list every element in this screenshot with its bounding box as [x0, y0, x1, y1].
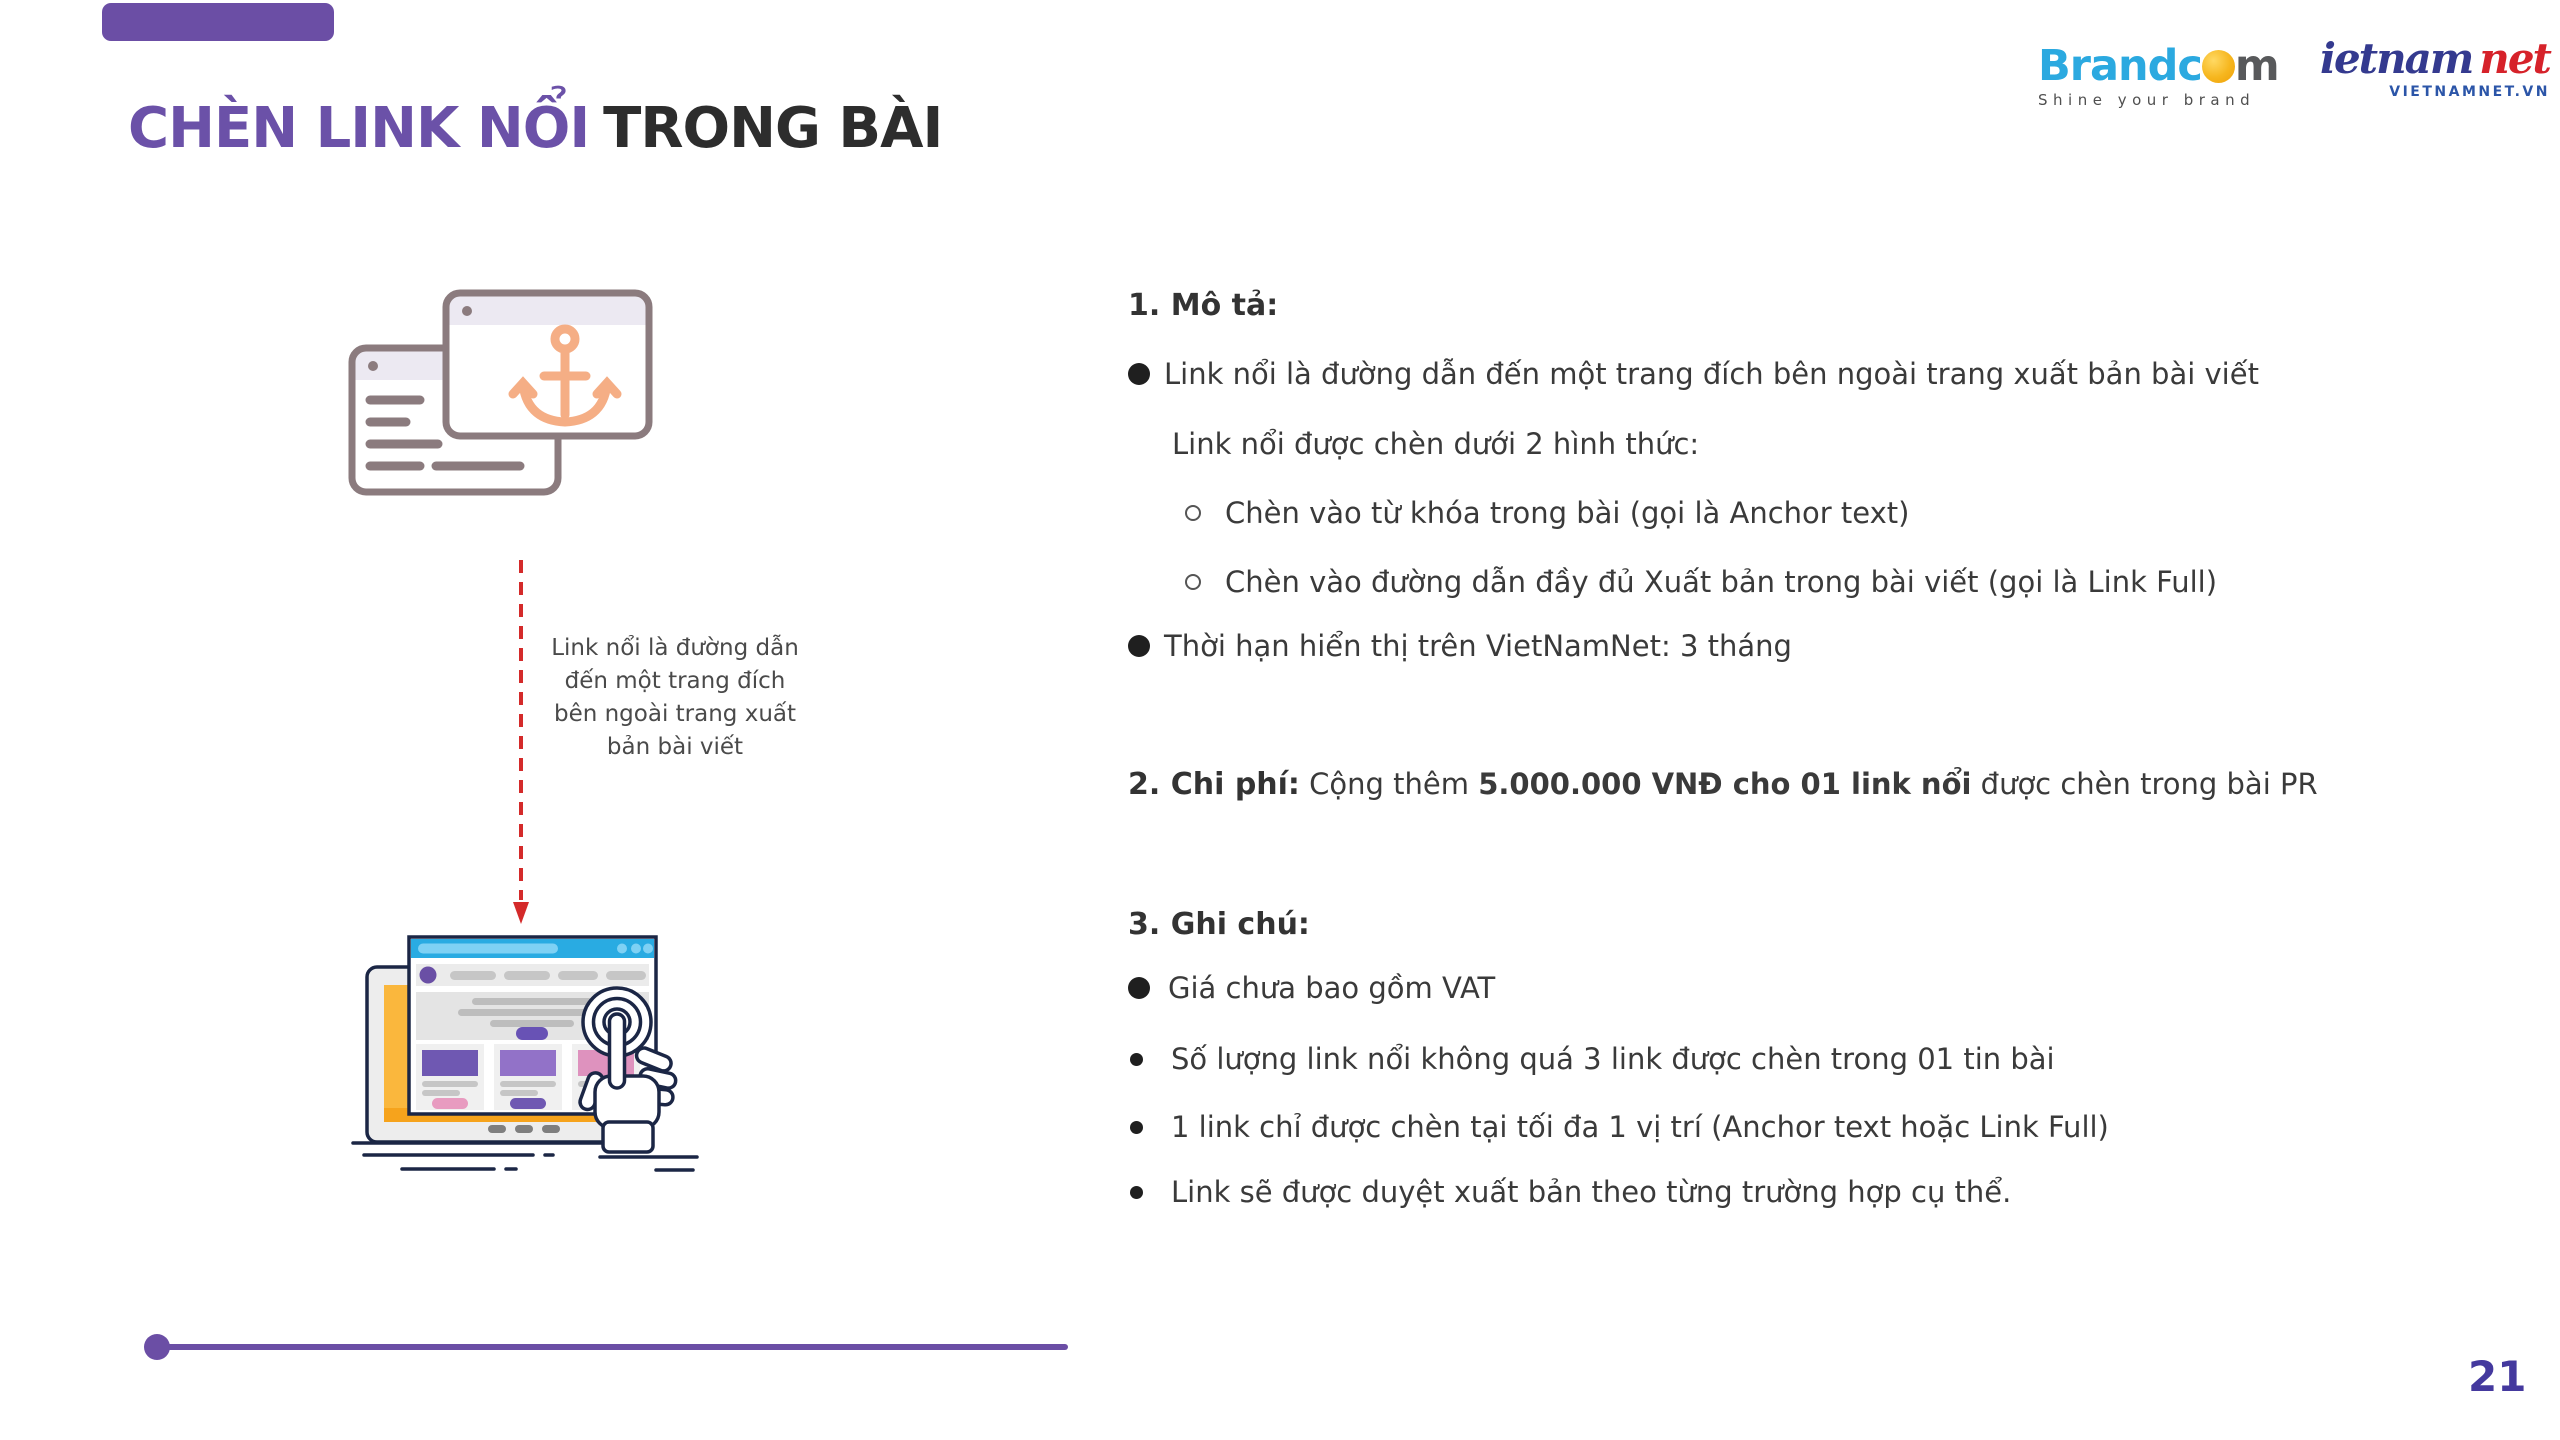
page-title-rest: TRONG BÀI [603, 96, 943, 161]
vietnamnet-wordmark-navy: ietnam [2320, 34, 2473, 83]
section2-row [1128, 764, 2318, 804]
bullet-large-icon [1128, 363, 1150, 385]
bullet-small-icon [1130, 1053, 1143, 1066]
section1-bullet2-text: Thời hạn hiển thị trên VietNamNet: 3 tháng [1164, 629, 1792, 663]
bullet-open-icon [1185, 505, 1201, 521]
down-arrow-icon [510, 558, 532, 930]
section3-bullet2-text: Số lượng link nổi không quá 3 link được chèn trong 01 tin bài [1171, 1042, 2055, 1076]
brandcom-wordmark [2038, 41, 2279, 91]
vietnamnet-domain: VIETNAMNET.VN [2389, 84, 2550, 100]
brandcom-wordmark-gray: m [2234, 41, 2279, 91]
bullet-large-icon [1128, 635, 1150, 657]
vietnamnet-logo [2318, 36, 2548, 100]
vietnamnet-wordmark [2320, 36, 2550, 100]
bullet-open-icon [1185, 574, 1201, 590]
brandcom-tagline: Shine your brand [2038, 91, 2256, 109]
section1-bullet2-row [1128, 626, 1792, 666]
section3-bullet2-row [1130, 1039, 2055, 1079]
vietnamnet-wordmark-red: net [2479, 34, 2550, 83]
page-number: 21 [2468, 1352, 2527, 1401]
section1-line-text: Link nổi được chèn dưới 2 hình thức: [1172, 427, 1700, 461]
brandcom-logo [2038, 41, 2279, 109]
section3-bullet3-row [1130, 1107, 2109, 1147]
bullet-large-icon [1128, 977, 1150, 999]
footer-divider-dot [144, 1334, 170, 1360]
section1-heading: 1. Mô tả: [1128, 287, 1279, 323]
brandcom-ball-icon [2202, 50, 2235, 83]
section3-bullet4-text: Link sẽ được duyệt xuất bản theo từng trường hợp cụ thể. [1171, 1175, 2012, 1209]
footer-divider-line [150, 1344, 1068, 1350]
section1-sub1-text: Chèn vào từ khóa trong bài (gọi là Anchor text) [1225, 496, 1910, 530]
caption-line: bên ngoài trang xuất [553, 701, 797, 727]
section3-bullet1-row [1128, 968, 1495, 1008]
section2-text-pre: Cộng thêm [1299, 766, 1479, 801]
keyboard-keys [488, 1125, 560, 1133]
section1-bullet1-text: Link nổi là đường dẫn đến một trang đích bên ngoài trang xuất bản bài viết [1164, 357, 2259, 391]
bullet-small-icon [1130, 1186, 1143, 1199]
section1-bullet1-row [1128, 354, 2259, 394]
section2-heading: 2. Chi phí: [1128, 766, 1300, 802]
page-title-accent: CHÈN LINK NỔI [128, 96, 590, 161]
laptop-click-illustration [348, 926, 700, 1178]
diagram-caption [545, 632, 805, 764]
section3-bullet4-row [1130, 1172, 2011, 1212]
front-browser-window [446, 293, 650, 436]
caption-line: Link nổi là đường dẫn [551, 635, 799, 661]
top-accent-bar [102, 3, 334, 41]
section3-heading: 3. Ghi chú: [1128, 906, 1310, 942]
section3-bullet3-text: 1 link chỉ được chèn tại tối đa 1 vị trí (Anchor text hoặc Link Full) [1171, 1110, 2109, 1144]
anchor-link-illustration [340, 283, 665, 508]
section2-price: 5.000.000 VNĐ cho 01 link nổi [1478, 766, 1972, 801]
section3-heading-row [1128, 904, 1310, 944]
brandcom-wordmark-blue: Brandc [2038, 41, 2202, 91]
section1-sub2-text: Chèn vào đường dẫn đầy đủ Xuất bản trong bài viết (gọi là Link Full) [1225, 565, 2218, 599]
section3-bullet1-text: Giá chưa bao gồm VAT [1168, 971, 1496, 1005]
section1-heading-row [1128, 285, 1278, 325]
caption-line: đến một trang đích [564, 668, 786, 694]
section2-text-post: được chèn trong bài PR [1971, 766, 2318, 801]
caption-line: bản bài viết [606, 734, 744, 760]
section1-sub2-row [1185, 562, 2217, 602]
page-title [128, 96, 942, 161]
bullet-small-icon [1130, 1121, 1143, 1134]
section1-line-row [1172, 424, 1699, 464]
section1-sub1-row [1185, 493, 1909, 533]
